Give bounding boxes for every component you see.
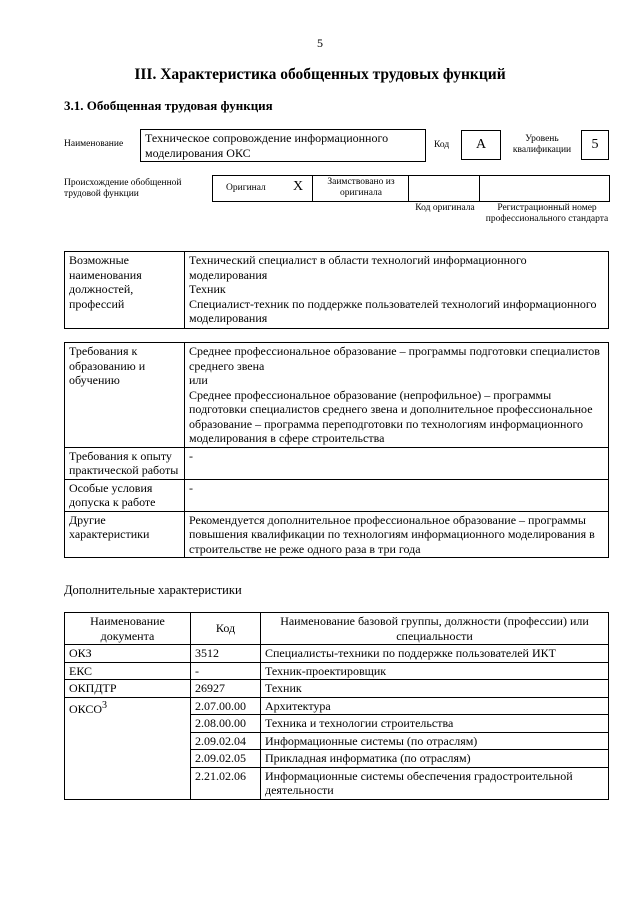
code-cell: 2.21.02.06 xyxy=(191,767,261,799)
code-cell: 2.09.02.05 xyxy=(191,750,261,768)
education-values xyxy=(185,343,609,448)
name-cell: Информационные системы (по отраслям) xyxy=(261,732,609,750)
list-item: или xyxy=(189,373,208,387)
name-cell: Прикладная информатика (по отраслям) xyxy=(261,750,609,768)
positions-table xyxy=(64,251,609,329)
list-item: Специалист-техник по поддержке пользователей технологий информационного моделирования xyxy=(189,296,597,325)
other-label: Другие характеристики xyxy=(65,511,185,558)
education-label: Требования к образованию и обучению xyxy=(65,343,185,448)
level-value: 5 xyxy=(591,137,599,152)
name-cell: Специалисты-техники по поддержке пользователей ИКТ xyxy=(261,645,609,663)
table-row xyxy=(65,697,609,715)
other-value: Рекомендуется дополнительное профессиональное образование – программы повышения квалификации по технологиям информационного моделирования в строительстве не реже одного раза в три года xyxy=(185,511,609,558)
doc-cell: ОКПДТР xyxy=(65,680,191,698)
name-cell: Техника и технологии строительства xyxy=(261,715,609,733)
positions-label: Возможные наименования должностей, профессий xyxy=(65,252,185,329)
code-cell: 3512 xyxy=(191,645,261,663)
code-value-cell xyxy=(461,130,501,160)
function-name-value: Техническое сопровождение информационного моделирования ОКС xyxy=(145,131,389,160)
code-value: А xyxy=(475,137,487,152)
table-row xyxy=(65,645,609,663)
name-cell: Информационные системы обеспечения градостроительной деятельности xyxy=(261,767,609,799)
subsection-title: 3.1. Обобщенная трудовая функция xyxy=(64,98,273,113)
code-original-caption: Код оригинала xyxy=(415,203,475,213)
footnote-mark: 3 xyxy=(102,699,108,711)
code-cell: 2.07.00.00 xyxy=(191,697,261,715)
admission-label: Особые условия допуска к работе xyxy=(65,479,185,511)
additional-table xyxy=(64,612,609,800)
doc-cell: ОКЗ xyxy=(65,645,191,663)
original-label: Оригинал xyxy=(226,183,266,193)
doc-cell xyxy=(65,697,191,799)
positions-values xyxy=(185,252,609,329)
borrowed-label: Заимствовано из оригинала xyxy=(327,177,395,198)
name-cell: Техник-проектировщик xyxy=(261,662,609,680)
code-label: Код xyxy=(434,140,450,150)
origin-label: Происхождение обобщенной трудовой функции xyxy=(64,178,182,199)
column-header-document: Наименование документа xyxy=(65,613,191,645)
doc-cell: ЕКС xyxy=(65,662,191,680)
origin-table xyxy=(212,175,610,202)
name-label: Наименование xyxy=(64,139,124,149)
table-row xyxy=(65,447,609,479)
section-title: III. Характеристика обобщенных трудовых функций xyxy=(134,66,506,83)
doc-name: ОКСО xyxy=(69,701,103,716)
original-mark: X xyxy=(293,179,304,194)
list-item: Техник xyxy=(189,282,226,296)
list-item: Среднее профессиональное образование – программы подготовки специалистов среднего звена xyxy=(189,344,600,373)
list-item: Технический специалист в области технологий информационного моделирования xyxy=(189,253,527,282)
admission-value: - xyxy=(185,479,609,511)
divider xyxy=(408,175,409,202)
column-header-code: Код xyxy=(191,613,261,645)
requirements-table xyxy=(64,342,609,558)
table-row xyxy=(65,511,609,558)
experience-label: Требования к опыту практической работы xyxy=(65,447,185,479)
level-label: Уровень квалификации xyxy=(512,134,572,155)
table-row xyxy=(65,662,609,680)
divider xyxy=(312,175,313,202)
list-item: Среднее профессиональное образование (непрофильное) – программы подготовки специалистов среднего звена и дополнительное профессиональное образование – программа переподготовки по технологиям информационного моделирования в сфере строительства xyxy=(189,387,593,445)
additional-title: Дополнительные характеристики xyxy=(64,583,242,597)
level-value-cell xyxy=(581,130,609,160)
function-name-cell xyxy=(140,129,426,162)
table-header-row xyxy=(65,613,609,645)
code-cell: - xyxy=(191,662,261,680)
reg-number-caption: Регистрационный номер профессионального стандарта xyxy=(485,203,609,224)
code-cell: 2.08.00.00 xyxy=(191,715,261,733)
table-row xyxy=(65,252,609,329)
table-row xyxy=(65,343,609,448)
code-cell: 26927 xyxy=(191,680,261,698)
code-cell: 2.09.02.04 xyxy=(191,732,261,750)
name-cell: Техник xyxy=(261,680,609,698)
divider xyxy=(479,175,480,202)
experience-value: - xyxy=(185,447,609,479)
page-number: 5 xyxy=(317,36,323,50)
table-row xyxy=(65,680,609,698)
column-header-name: Наименование базовой группы, должности (профессии) или специальности xyxy=(261,613,609,645)
name-cell: Архитектура xyxy=(261,697,609,715)
table-row xyxy=(65,479,609,511)
